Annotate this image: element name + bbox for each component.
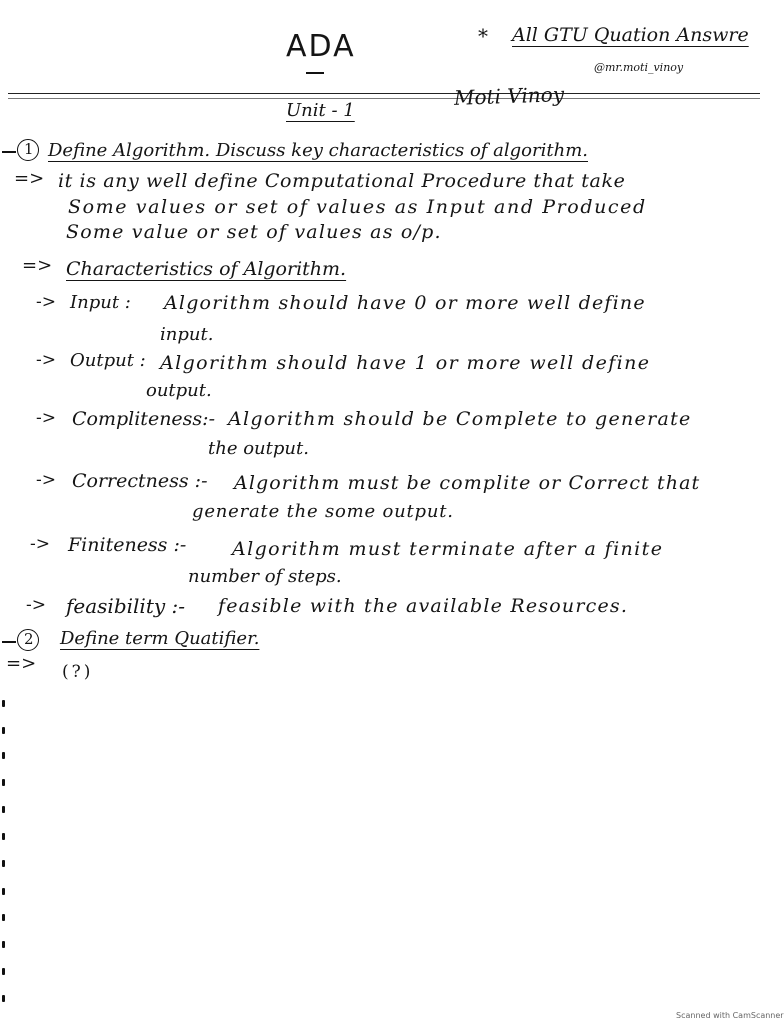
characteristics-arrow: =>	[22, 255, 53, 276]
item-arrow: ->	[36, 470, 56, 490]
characteristics-heading: Characteristics of Algorithm.	[66, 258, 347, 280]
margin-mark	[2, 914, 5, 921]
question-2-text: Define term Quatifier.	[60, 628, 260, 649]
item-text: Algorithm should have 1 or more well define	[160, 352, 651, 374]
item-text: Algorithm must be complite or Correct that	[234, 472, 701, 494]
scanner-watermark: Scanned with CamScanner	[676, 1011, 784, 1020]
item-text: feasible with the available Resources.	[218, 595, 629, 617]
item-continuation: output.	[146, 380, 212, 401]
margin-dash	[2, 151, 16, 153]
question-number: 1	[24, 140, 34, 158]
margin-mark	[2, 806, 5, 813]
margin-mark	[2, 888, 5, 895]
margin-mark	[2, 941, 5, 948]
item-label: Correctness :-	[72, 470, 208, 492]
item-label: Finiteness :-	[68, 534, 187, 556]
margin-mark	[2, 995, 5, 1002]
author-handle: @mr.moti_vinoy	[594, 61, 684, 74]
margin-mark	[2, 752, 5, 759]
page-title: ADA	[286, 29, 356, 64]
header-rule-2	[8, 98, 760, 99]
item-arrow: ->	[36, 350, 56, 370]
item-arrow: ->	[36, 292, 56, 312]
question-number: 2	[24, 630, 34, 648]
header-rule	[8, 93, 760, 94]
item-text: Algorithm must terminate after a finite	[232, 538, 664, 560]
item-text: Algorithm should be Complete to generate	[228, 408, 692, 430]
unit-heading: Unit - 1	[286, 100, 355, 121]
item-continuation: number of steps.	[188, 566, 342, 587]
margin-mark	[2, 968, 5, 975]
item-continuation: the output.	[208, 438, 309, 459]
title-underline	[306, 72, 324, 74]
margin-mark	[2, 833, 5, 840]
item-continuation: generate the some output.	[192, 501, 454, 522]
margin-mark	[2, 727, 5, 734]
item-label: Compliteness:-	[72, 408, 215, 430]
margin-mark	[2, 860, 5, 867]
margin-mark	[2, 779, 5, 786]
author-name: Moti Vinoy	[453, 82, 565, 110]
margin-mark	[2, 700, 5, 707]
item-arrow: ->	[30, 534, 50, 554]
item-label: Input :	[70, 292, 131, 313]
answer-arrow: =>	[6, 653, 37, 674]
item-arrow: ->	[26, 595, 46, 615]
item-continuation: input.	[160, 324, 214, 345]
star-mark: *	[478, 24, 488, 48]
answer-line: it is any well define Computational Procedure that take	[58, 170, 626, 192]
item-label: Output :	[70, 350, 146, 371]
item-label: feasibility :-	[66, 594, 186, 618]
answer-arrow: =>	[14, 168, 45, 189]
margin-dash	[2, 641, 16, 643]
answer-line: Some value or set of values as o/p.	[66, 221, 442, 243]
answer-placeholder: (?)	[62, 662, 94, 682]
item-arrow: ->	[36, 408, 56, 428]
header-right-title: All GTU Quation Answre	[512, 24, 749, 46]
answer-line: Some values or set of values as Input and Produced	[68, 196, 647, 218]
item-text: Algorithm should have 0 or more well define	[164, 292, 646, 314]
question-1-text: Define Algorithm. Discuss key characteristics of algorithm.	[48, 140, 588, 161]
